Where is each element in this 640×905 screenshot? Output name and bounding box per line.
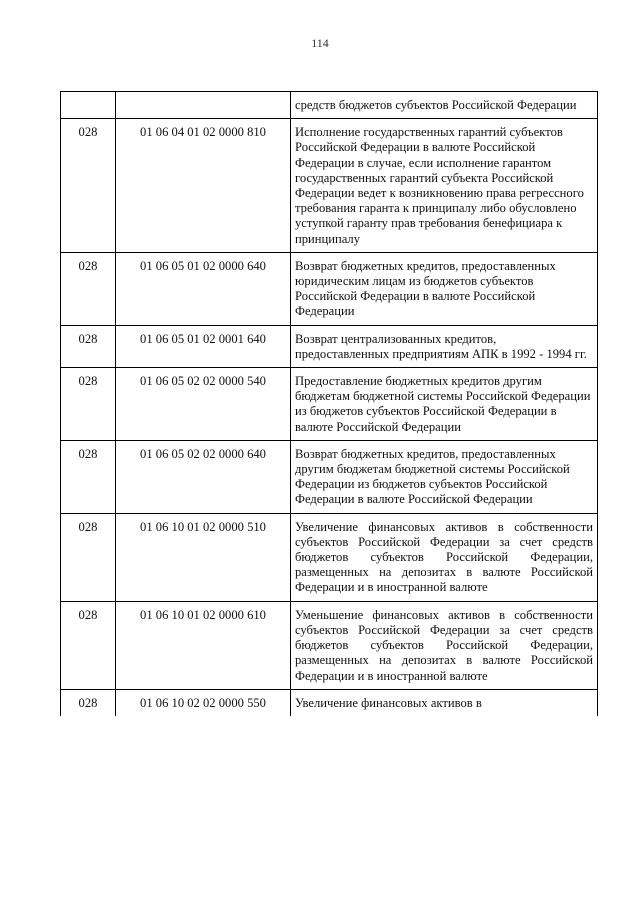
description-cell: Увеличение финансовых активов в собственности субъектов Российской Федерации за счет средств бюджетов субъектов Российской Федерации, размещенных на депозитах в валюте Российской Федерации и в иностранной валюте (291, 513, 598, 601)
description-cell: Уменьшение финансовых активов в собственности субъектов Российской Федерации за счет средств бюджетов субъектов Российской Федерации, размещенных на депозитах в валюте Российской Федерации и в иностранной валюте (291, 601, 598, 689)
admin-code-cell (61, 92, 116, 119)
description-cell: средств бюджетов субъектов Российской Федерации (291, 92, 598, 119)
table-row (61, 368, 598, 441)
admin-code-cell: 028 (61, 689, 116, 716)
budget-classification-code-cell: 01 06 10 01 02 0000 510 (116, 513, 291, 601)
description-cell: Увеличение финансовых активов в (291, 689, 598, 716)
table-row (61, 440, 598, 513)
admin-code-cell: 028 (61, 513, 116, 601)
budget-classification-code-cell: 01 06 05 01 02 0000 640 (116, 252, 291, 325)
admin-code-cell: 028 (61, 119, 116, 253)
description-cell: Возврат бюджетных кредитов, предоставленных другим бюджетам бюджетной системы Российской Федерации из бюджетов субъектов Российской Федерации в валюте Российской Федерации (291, 440, 598, 513)
description-cell: Возврат бюджетных кредитов, предоставленных юридическим лицам из бюджетов субъектов Российской Федерации в валюте Российской Федерации (291, 252, 598, 325)
budget-classification-code-cell: 01 06 10 01 02 0000 610 (116, 601, 291, 689)
table-row (61, 252, 598, 325)
table-row (61, 119, 598, 253)
description-cell: Предоставление бюджетных кредитов другим бюджетам бюджетной системы Российской Федерации из бюджетов субъектов Российской Федерации в валюте Российской Федерации (291, 368, 598, 441)
admin-code-cell: 028 (61, 252, 116, 325)
budget-classification-code-cell: 01 06 10 02 02 0000 550 (116, 689, 291, 716)
description-cell: Исполнение государственных гарантий субъектов Российской Федерации в валюте Российской Федерации в случае, если исполнение гарантом государственных гарантий субъекта Российской Федерации ведет к возникновению права регрессного требования гаранта к принципалу либо обусловлено уступкой гаранту прав требования бенефициара к принципалу (291, 119, 598, 253)
budget-classification-code-cell: 01 06 05 01 02 0001 640 (116, 325, 291, 367)
table-row (61, 325, 598, 367)
admin-code-cell: 028 (61, 440, 116, 513)
budget-classification-code-cell: 01 06 05 02 02 0000 640 (116, 440, 291, 513)
budget-classification-code-cell (116, 92, 291, 119)
budget-classification-code-cell: 01 06 04 01 02 0000 810 (116, 119, 291, 253)
table-row (61, 689, 598, 716)
budget-codes-table (60, 91, 598, 716)
admin-code-cell: 028 (61, 368, 116, 441)
admin-code-cell: 028 (61, 601, 116, 689)
page-number: 114 (311, 36, 329, 50)
table-row (61, 92, 598, 119)
table-row (61, 601, 598, 689)
table-row (61, 513, 598, 601)
admin-code-cell: 028 (61, 325, 116, 367)
budget-classification-code-cell: 01 06 05 02 02 0000 540 (116, 368, 291, 441)
description-cell: Возврат централизованных кредитов, предоставленных предприятиям АПК в 1992 - 1994 гг. (291, 325, 598, 367)
